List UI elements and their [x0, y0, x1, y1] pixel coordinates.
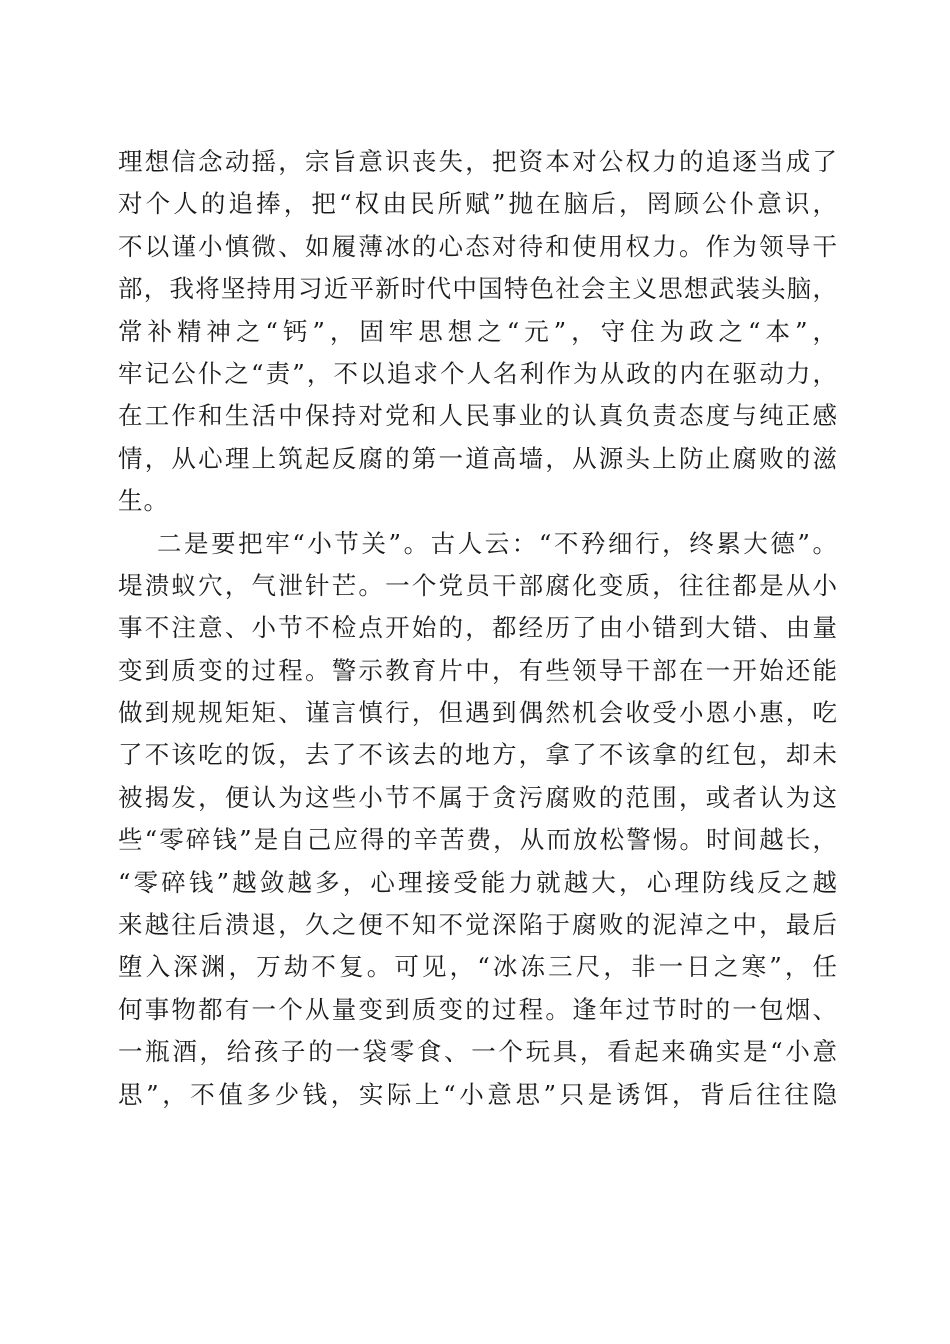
- text-line: 一瓶酒，给孩子的一袋零食、一个玩具，看起来确实是“小意: [118, 1037, 838, 1067]
- text-line: 牢记公仆之“责”，不以追求个人名利作为从政的内在驱动力，: [118, 358, 838, 388]
- text-line: 被揭发，便认为这些小节不属于贪污腐败的范围，或者认为这: [118, 782, 838, 812]
- text-line: 变到质变的过程。警示教育片中，有些领导干部在一开始还能: [118, 655, 838, 685]
- text-line: 在工作和生活中保持对党和人民事业的认真负责态度与纯正感: [118, 401, 838, 431]
- text-line: 来越往后溃退，久之便不知不觉深陷于腐败的泥淖之中，最后: [118, 910, 838, 940]
- text-line: 常补精神之“钙”，固牢思想之“元”，守住为政之“本”，: [118, 316, 838, 346]
- text-line: 些“零碎钱”是自己应得的辛苦费，从而放松警惕。时间越长，: [118, 825, 838, 855]
- text-line: 不以谨小慎微、如履薄冰的心态对待和使用权力。作为领导干: [118, 231, 838, 261]
- text-line: 堕入深渊，万劫不复。可见，“冰冻三尺，非一日之寒”，任: [118, 952, 838, 982]
- text-line: 情，从心理上筑起反腐的第一道高墙，从源头上防止腐败的滋: [118, 443, 838, 473]
- text-line: 部，我将坚持用习近平新时代中国特色社会主义思想武装头脑，: [118, 274, 838, 304]
- text-line: 何事物都有一个从量变到质变的过程。逢年过节时的一包烟、: [118, 994, 838, 1024]
- text-line: 了不该吃的饭，去了不该去的地方，拿了不该拿的红包，却未: [118, 740, 838, 770]
- text-line: 生。: [118, 486, 169, 516]
- text-line: 事不注意、小节不检点开始的，都经历了由小错到大错、由量: [118, 613, 838, 643]
- paragraph-heading-line: 二是要把牢“小节关”。古人云：“不矜细行，终累大德”。: [157, 528, 838, 558]
- text-line: “零碎钱”越敛越多，心理接受能力就越大，心理防线反之越: [118, 867, 838, 897]
- text-line: 对个人的追捧，把“权由民所赋”抛在脑后，罔顾公仆意识，: [118, 189, 838, 219]
- text-line: 思”，不值多少钱，实际上“小意思”只是诱饵，背后往往隐: [118, 1079, 838, 1109]
- text-line: 做到规规矩矩、谨言慎行，但遇到偶然机会收受小恩小惠，吃: [118, 698, 838, 728]
- text-line: 理想信念动摇，宗旨意识丧失，把资本对公权力的追逐当成了: [118, 147, 838, 176]
- body-text: [118, 141, 838, 1116]
- text-line: 堤溃蚁穴，气泄针芒。一个党员干部腐化变质，往往都是从小: [118, 570, 838, 600]
